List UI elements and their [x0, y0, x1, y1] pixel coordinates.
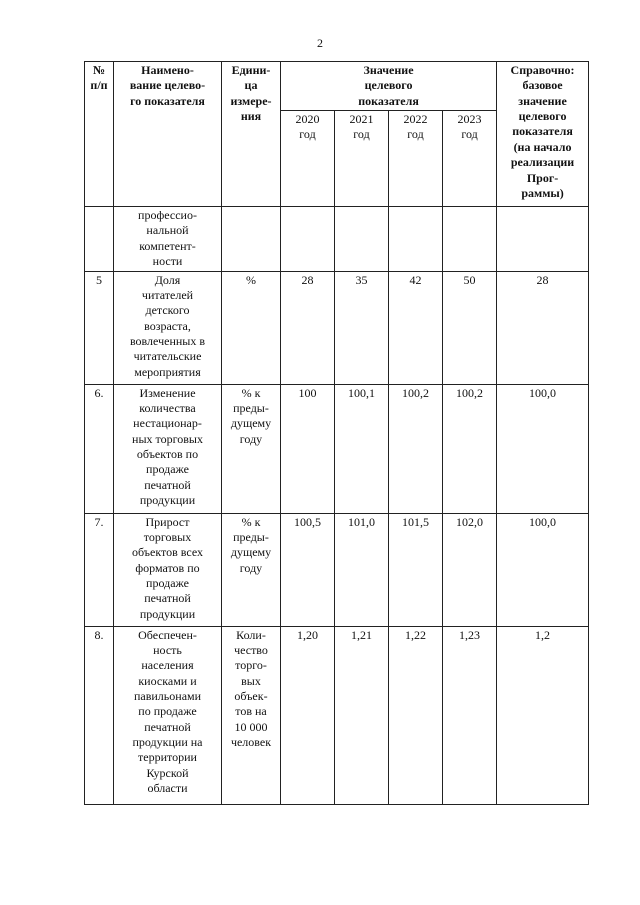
- cell-2022: [389, 207, 443, 271]
- cell-unit: % к преды- дущему году: [222, 384, 281, 513]
- cell-2023: 50: [443, 271, 497, 384]
- cell-name: Изменение количества нестационар- ных торговых объектов по продаже печатной продукции: [114, 384, 222, 513]
- header-year-2021: 2021 год: [335, 111, 389, 207]
- cell-2020: 100,5: [281, 513, 335, 626]
- cell-unit: %: [222, 271, 281, 384]
- cell-base: [497, 207, 589, 271]
- cell-2023: [443, 207, 497, 271]
- cell-2020: 1,20: [281, 626, 335, 804]
- header-name: Наимено- вание целево- го показателя: [114, 62, 222, 207]
- cell-2022: 1,22: [389, 626, 443, 804]
- cell-name: Прирост торговых объектов всех форматов по продаже печатной продукции: [114, 513, 222, 626]
- cell-2022: 100,2: [389, 384, 443, 513]
- cell-base: 1,2: [497, 626, 589, 804]
- cell-num: 6.: [85, 384, 114, 513]
- cell-num: [85, 207, 114, 271]
- cell-num: 5: [85, 271, 114, 384]
- header-num: № п/п: [85, 62, 114, 207]
- cell-2021: 35: [335, 271, 389, 384]
- cell-num: 8.: [85, 626, 114, 804]
- cell-2021: 101,0: [335, 513, 389, 626]
- header-year-2020: 2020 год: [281, 111, 335, 207]
- cell-unit: % к преды- дущему году: [222, 513, 281, 626]
- cell-2021: [335, 207, 389, 271]
- cell-2020: [281, 207, 335, 271]
- cell-2020: 100: [281, 384, 335, 513]
- header-unit: Едини- ца измере- ния: [222, 62, 281, 207]
- cell-2022: 42: [389, 271, 443, 384]
- page-number: 2: [317, 36, 323, 50]
- target-indicators-table: [84, 61, 589, 805]
- cell-name: Обеспечен- ность населения киосками и павильонами по продаже печатной продукции на территории Курской области: [114, 626, 222, 804]
- cell-2021: 100,1: [335, 384, 389, 513]
- header-year-2023: 2023 год: [443, 111, 497, 207]
- cell-2023: 1,23: [443, 626, 497, 804]
- header-value-group: Значение целевого показателя: [281, 62, 497, 111]
- header-year-2022: 2022 год: [389, 111, 443, 207]
- cell-name: профессио- нальной компетент- ности: [114, 207, 222, 271]
- table-row: [85, 271, 589, 384]
- cell-base: 28: [497, 271, 589, 384]
- table-row: [85, 384, 589, 513]
- cell-unit: [222, 207, 281, 271]
- table-row: [85, 626, 589, 804]
- cell-2023: 102,0: [443, 513, 497, 626]
- cell-2020: 28: [281, 271, 335, 384]
- table-row: [85, 513, 589, 626]
- table-row: [85, 207, 589, 271]
- header-reference: Справочно: базовое значение целевого показателя (на начало реализации Прог- раммы): [497, 62, 589, 207]
- cell-base: 100,0: [497, 384, 589, 513]
- cell-unit: Коли- чество торго- вых объек- тов на 10 000 человек: [222, 626, 281, 804]
- cell-num: 7.: [85, 513, 114, 626]
- cell-base: 100,0: [497, 513, 589, 626]
- cell-2021: 1,21: [335, 626, 389, 804]
- cell-name: Доля читателей детского возраста, вовлеченных в читательские мероприятия: [114, 271, 222, 384]
- cell-2022: 101,5: [389, 513, 443, 626]
- cell-2023: 100,2: [443, 384, 497, 513]
